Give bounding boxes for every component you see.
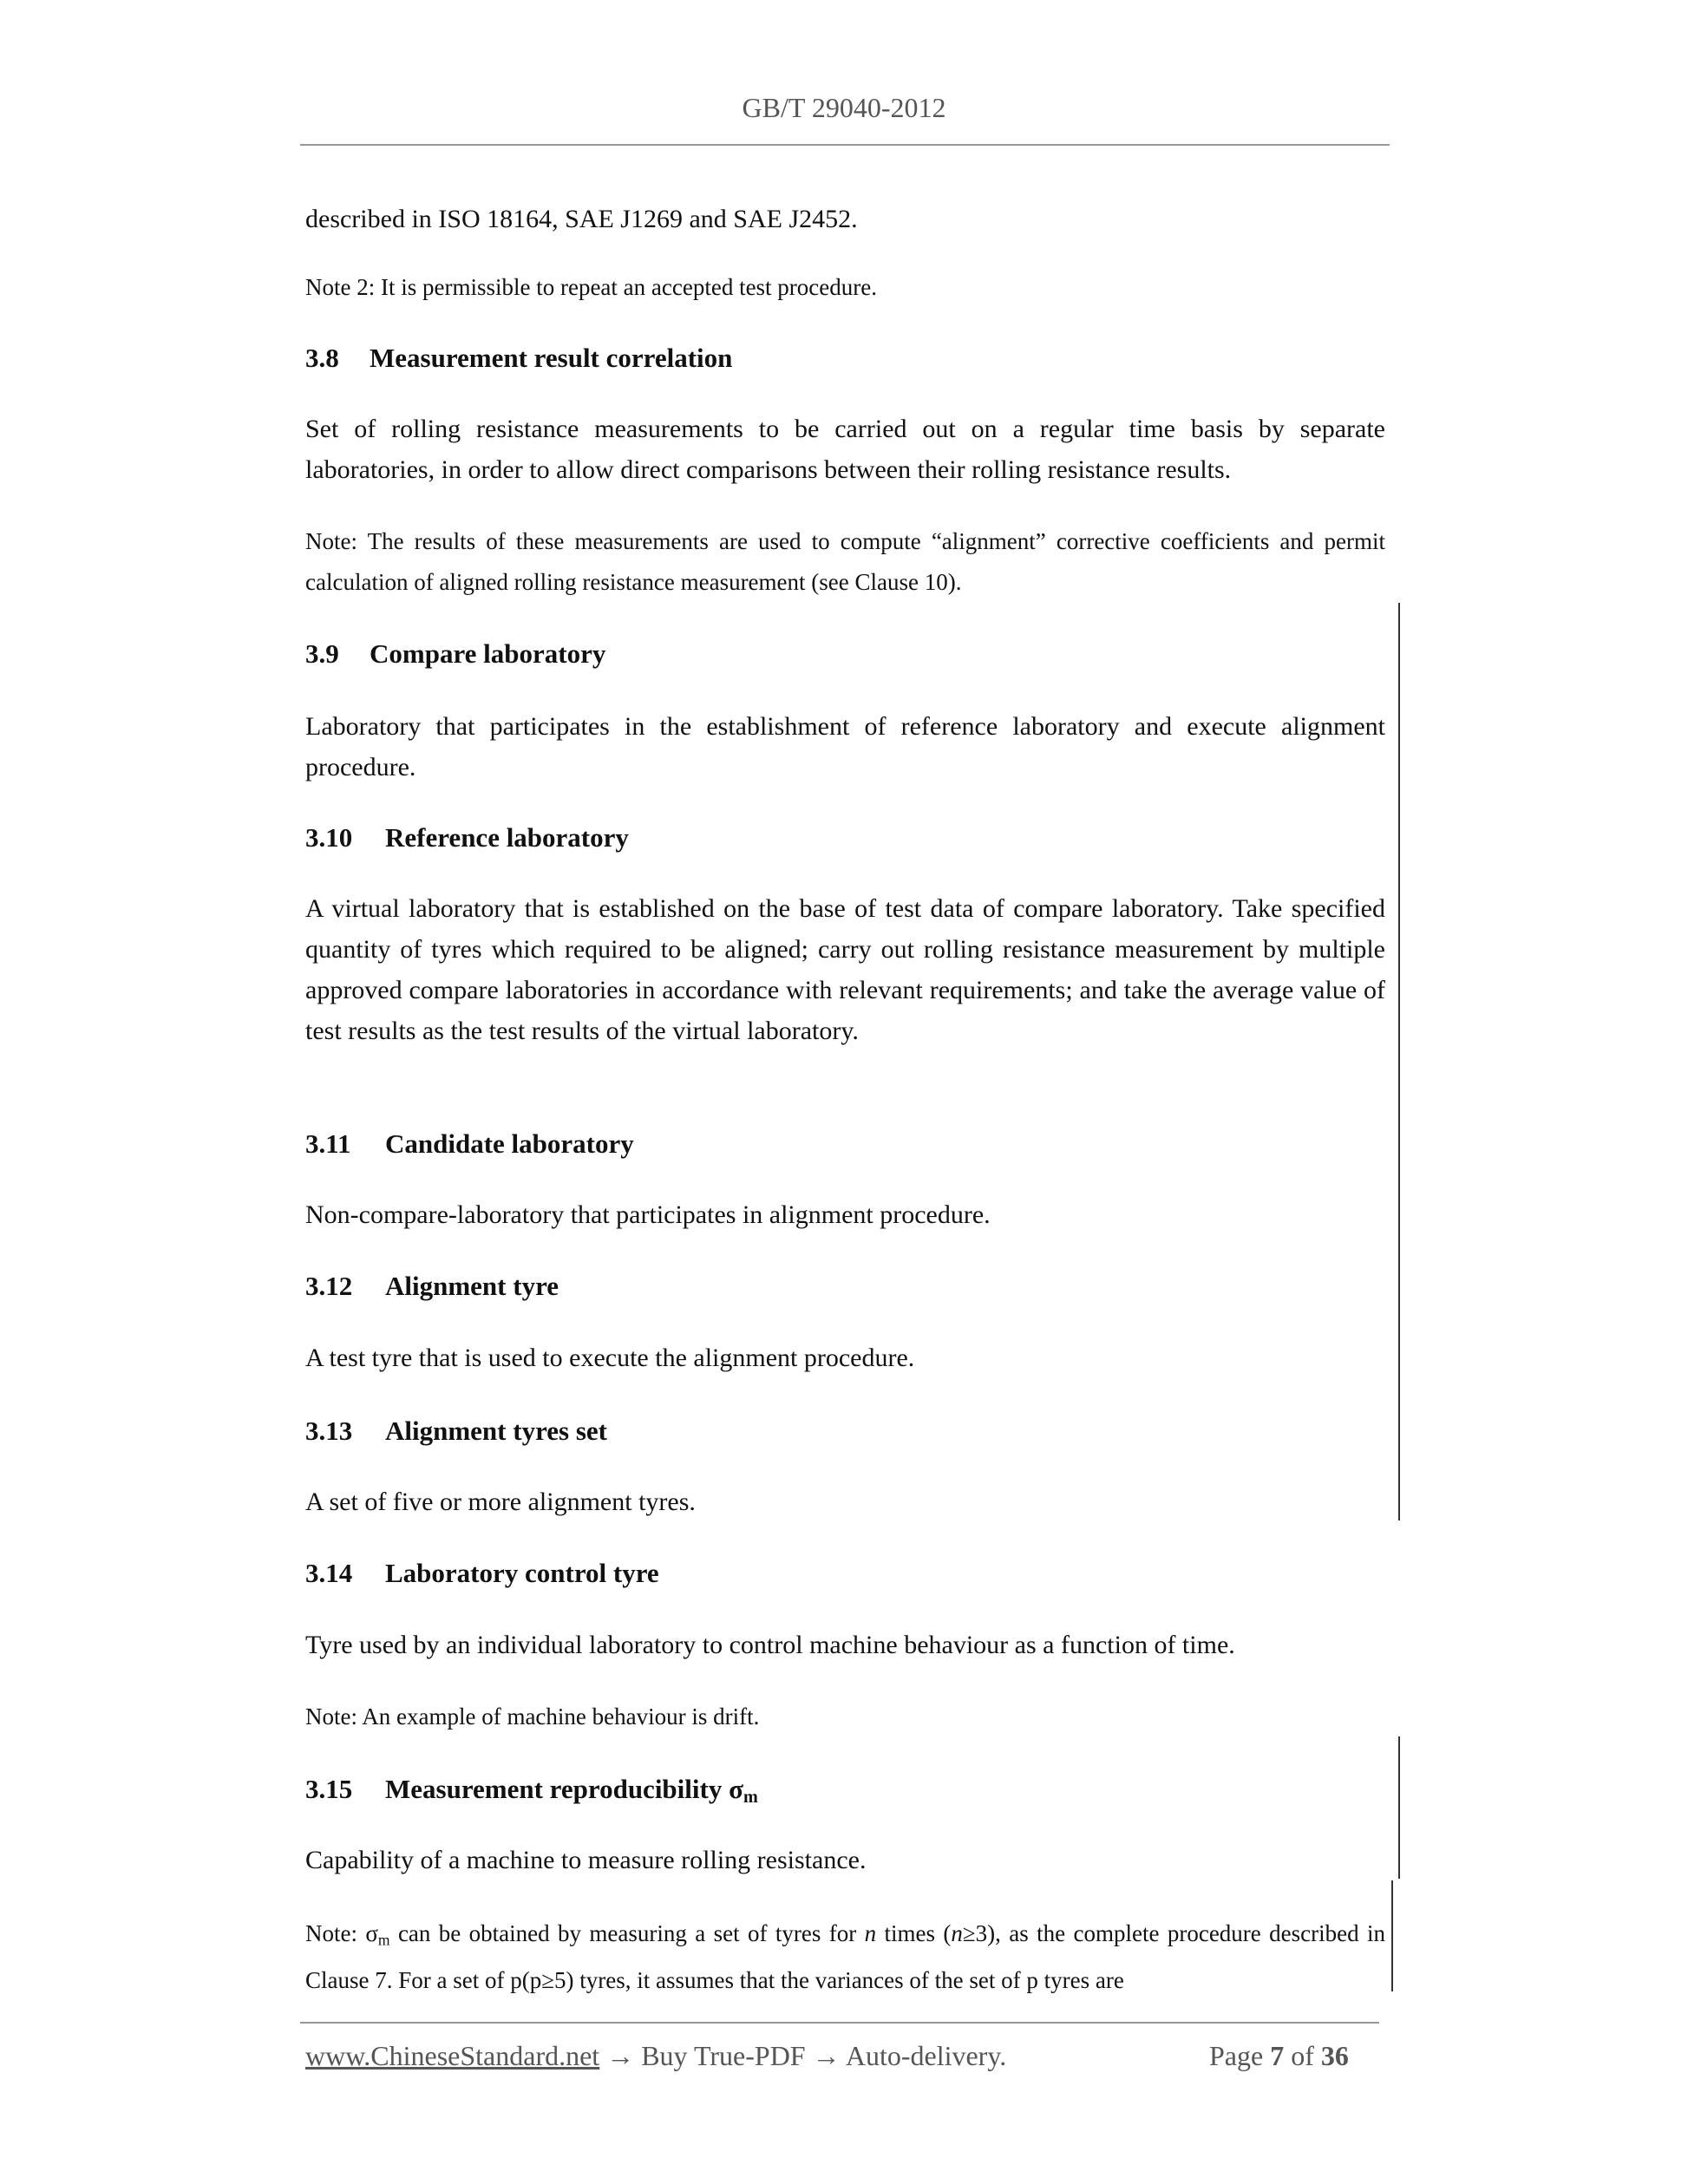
section-body-3-11: Non-compare-laboratory that participates in alignment procedure. — [305, 1200, 991, 1229]
section-body-3-10: A virtual laboratory that is established on the base of test data of compare laboratory. Take specified quantity of tyres which required to be aligned; carry out rolling resistance measurement by multiple approved compare laboratories in accordance with relevant requirements; and take the average value of test results as the test results of the virtual laboratory. — [305, 894, 1385, 1045]
revision-bar — [1398, 1736, 1400, 1879]
section-heading-3-9: 3.9 Compare laboratory — [305, 638, 606, 669]
footer-divider — [300, 2022, 1379, 2024]
footer-link[interactable]: www.ChineseStandard.net — [305, 2040, 600, 2071]
section-heading-3-13: 3.13 Alignment tyres set — [305, 1416, 607, 1446]
section-body-3-14: Tyre used by an individual laboratory to control machine behaviour as a function of time. — [305, 1631, 1235, 1659]
section-body-3-9: Laboratory that participates in the establishment of reference laboratory and execute alignment procedure. — [305, 712, 1385, 781]
revision-bar — [1398, 603, 1400, 1520]
section-heading-3-14: 3.14 Laboratory control tyre — [305, 1558, 659, 1588]
section-body-3-12: A test tyre that is used to execute the alignment procedure. — [305, 1344, 915, 1372]
section-body-3-8: Set of rolling resistance measurements to be carried out on a regular time basis by separate laboratories, in order to allow direct comparisons between their rolling resistance results. — [305, 415, 1385, 484]
footer-promo: www.ChineseStandard.net → Buy True-PDF → Auto-delivery. — [305, 2040, 1007, 2071]
section-note-3-8: Note: The results of these measurements are used to compute “alignment” corrective coefficients and permit calculation of aligned rolling resistance measurement (see Clause 10). — [305, 528, 1385, 595]
page-number: Page 7 of 36 — [1209, 2040, 1349, 2071]
section-heading-3-15: 3.15 Measurement reproducibility $\sigma_m$ — [305, 1774, 758, 1808]
section-body-3-15: Capability of a machine to measure rolling resistance. — [305, 1846, 867, 1874]
section-heading-3-12: 3.12 Alignment tyre — [305, 1271, 559, 1301]
document-header: GB/T 29040-2012 — [742, 92, 946, 123]
intro-line: described in ISO 18164, SAE J1269 and SAE J2452. — [305, 205, 858, 233]
section-heading-3-11: 3.11 Candidate laboratory — [305, 1128, 634, 1159]
section-note-3-14: Note: An example of machine behaviour is drift. — [305, 1703, 760, 1730]
note-2: Note 2: It is permissible to repeat an accepted test procedure. — [305, 274, 877, 300]
section-body-3-13: A set of five or more alignment tyres. — [305, 1488, 696, 1516]
section-heading-3-8: 3.8 Measurement result correlation — [305, 343, 733, 373]
header-divider — [300, 144, 1390, 146]
section-note-3-15: Note: $\sigma_m$ can be obtained by measuring a set of tyres for n times (n≥3), as the complete procedure described in Clause 7. For a set of p(p≥5) tyres, it assumes that the variances of the set of p tyres are — [305, 1920, 1385, 1994]
revision-bar — [1391, 1880, 1393, 1991]
section-heading-3-10: 3.10 Reference laboratory — [305, 822, 629, 853]
